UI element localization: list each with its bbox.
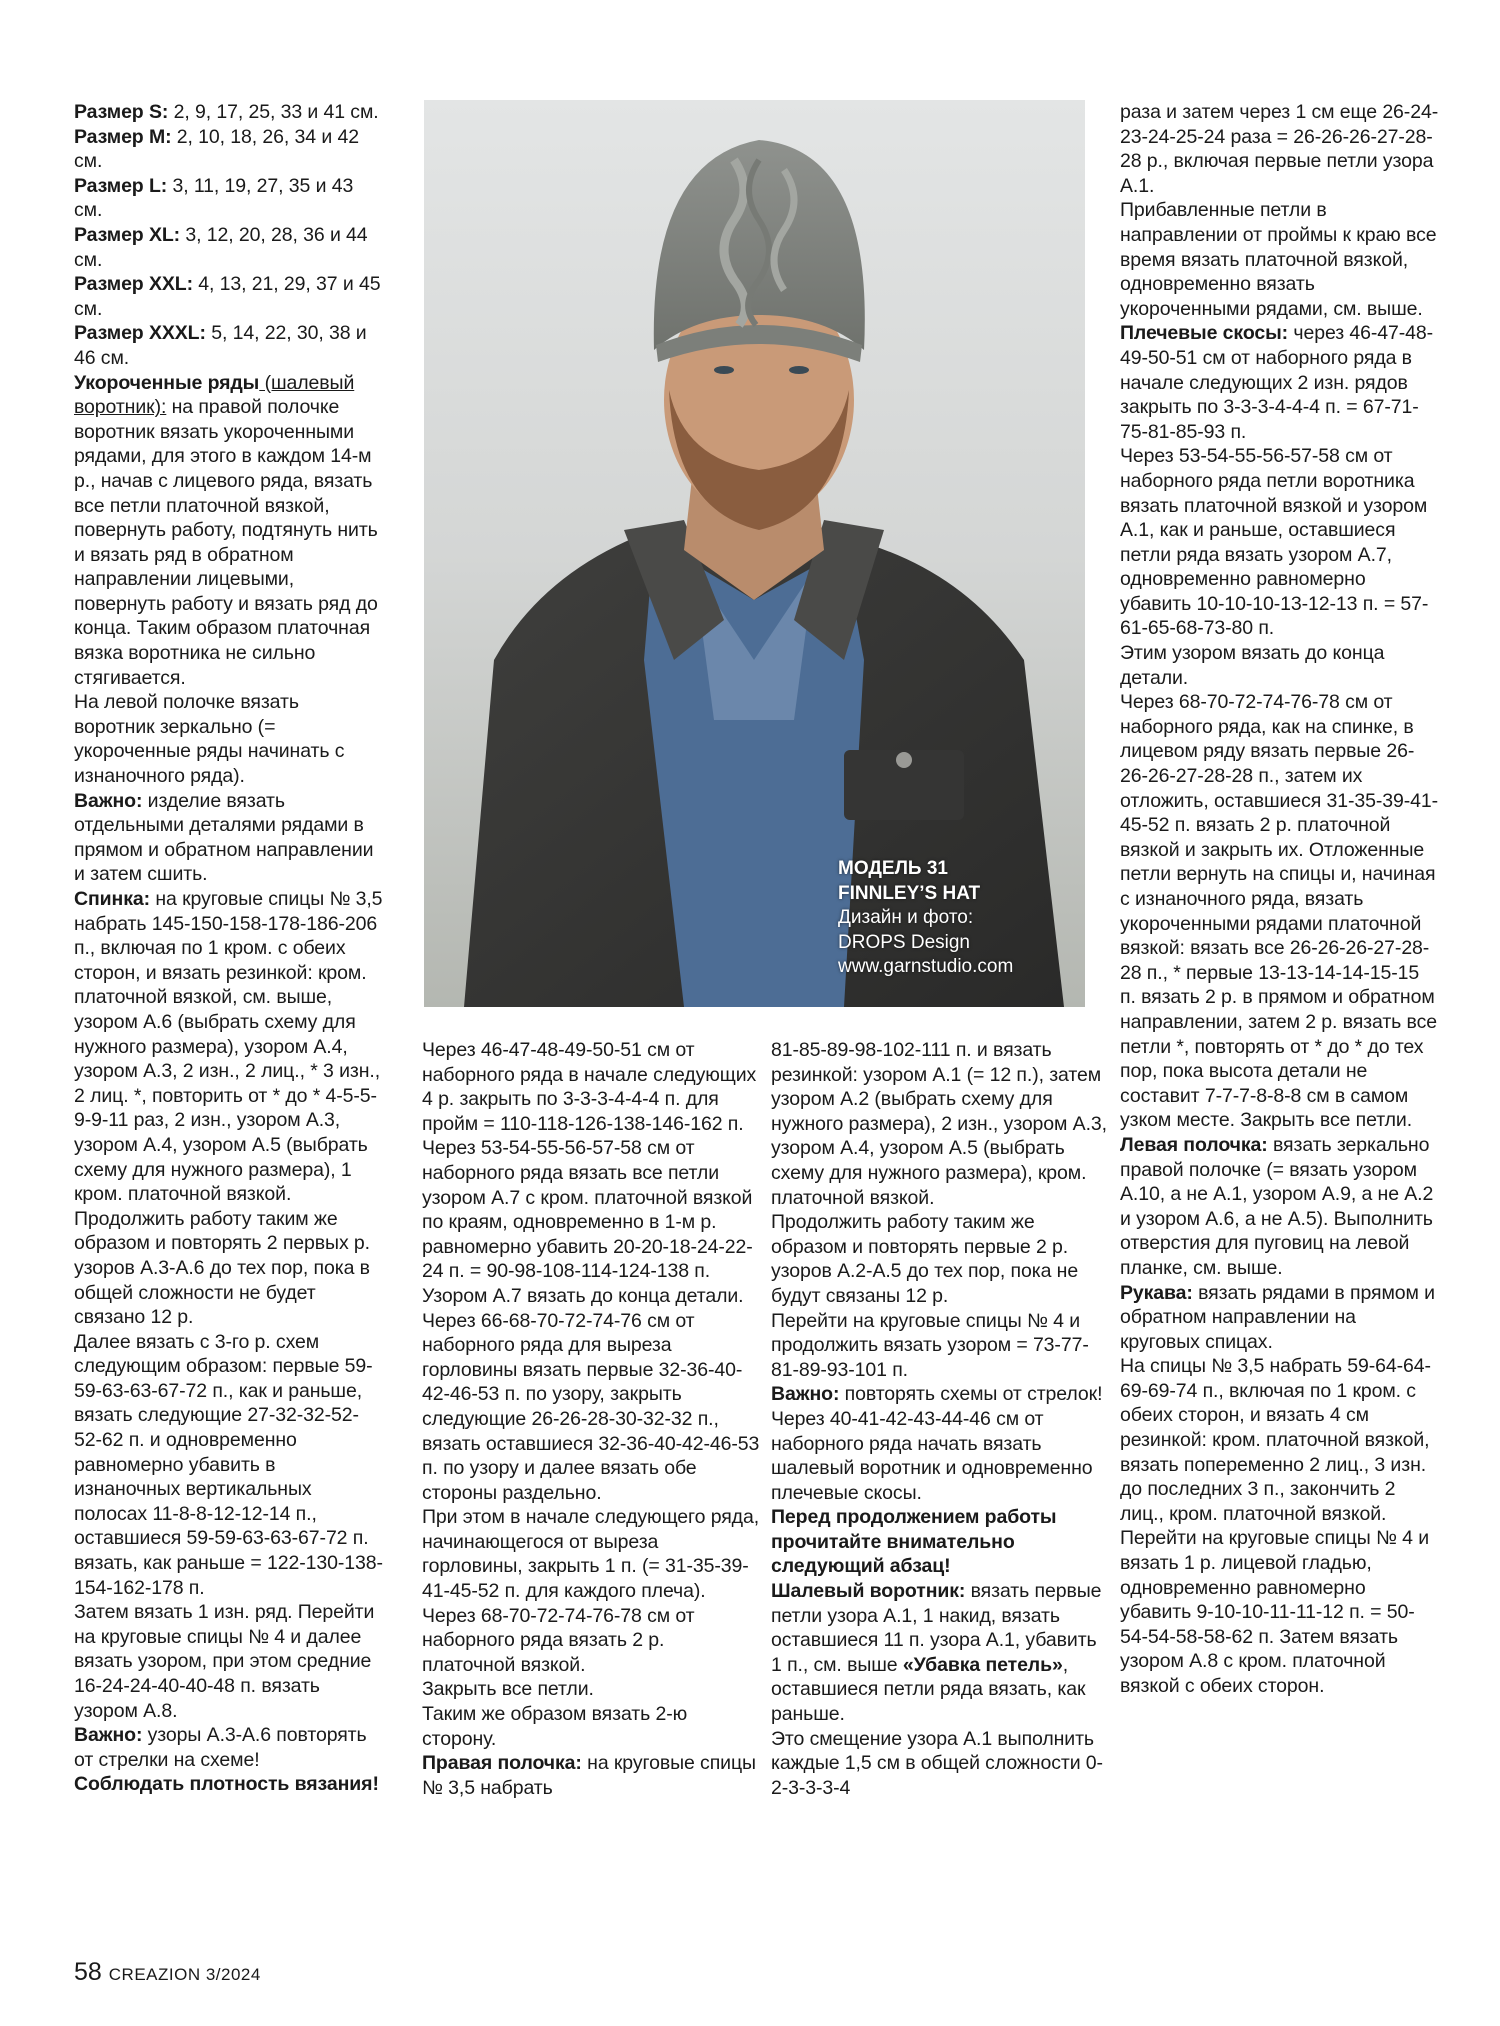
size-xxxl: Размер XXXL: 5, 14, 22, 30, 38 и 46 см. <box>74 322 367 369</box>
paragraph: раза и затем через 1 см еще 26-24-23-24-25-24 раза = 26-26-26-27-28-28 р., включая первые петли узора А.1. <box>1120 101 1439 197</box>
back-paragraph: Спинка: на круговые спицы № 3,5 набрать 145-150-158-178-186-206 п., включая по 1 кром. с обеих сторон, и вязать резинкой: кром. платочной вязкой, см. выше, узором А.6 (выбрать схему для нужного размера), узором А.4, узором А.3, 2 изн., 2 лиц., * 3 изн., 2 лиц. *, повторить от * до * 4-5-5-9-9-11 раз, 2 изн., узором А.3, узором А.4, узором А.5 (выбрать схему для нужного размера), 1 кром. платочной вязкой. <box>74 888 383 1206</box>
text-column-1 <box>74 100 384 1797</box>
design-credit: Дизайн и фото: <box>838 907 974 928</box>
shoulder-slopes-paragraph: Плечевые скосы: через 46-47-48-49-50-51 см от наборного ряда в начале следующих 2 изн. рядов закрыть по 3-3-3-4-4-4 п. = 67-71-75-81-85-93 п. <box>1120 322 1434 443</box>
size-m: Размер M: 2, 10, 18, 26, 34 и 42 см. <box>74 125 359 173</box>
paragraph: При этом в начале следующего ряда, начинающегося от выреза горловины, закрыть 1 п. (= 31-35-39-41-45-52 п. для каждого плеча). <box>422 1506 760 1603</box>
text-column-3 <box>771 1038 1111 1800</box>
shawl-collar-paragraph: Шалевый воротник: вязать первые петли узора А.1, 1 накид, вязать оставшиеся 11 п. узора А.1, убавить 1 п., см. выше «Убавка петель», оставшиеся петли ряда вязать, как раньше. <box>771 1580 1102 1726</box>
paragraph: Закрыть все петли. <box>422 1678 594 1701</box>
paragraph: Таким же образом вязать 2-ю сторону. <box>422 1703 688 1750</box>
paragraph: Через 68-70-72-74-76-78 см от наборного ряда, как на спинке, в лицевом ряду вязать первые 26-26-26-27-28-28 п., затем их отложить, оставшиеся 31-35-39-41-45-52 п. вязать 2 р. платочной вязкой и закрыть их. Отложенные петли вернуть на спицы и, начиная с изнаночного ряда, вязать укороченными рядами платочной вязкой: вязать все 26-26-26-27-28-28 п., * первые 13-13-14-14-15-15 п. вязать 2 р. в прямом и обратном направлении, затем 2 р. вязать все петли *, повторять от * до * до тех пор, пока высота детали не составит 7-7-7-8-8-8 см в самом узком месте. Закрыть все петли. <box>1120 691 1439 1132</box>
paragraph: Перейти на круговые спицы № 4 и продолжить вязать узором = 73-77-81-89-93-101 п. <box>771 1309 1089 1381</box>
brand-name: DROPS Design <box>838 931 970 953</box>
paragraph: 81-85-89-98-102-111 п. и вязать резинкой: узором А.1 (= 12 п.), затем узором А.2 (выбрать схему для нужного размера), 2 изн., узором А.3, узором А.4, узором А.5 (выбрать схему для нужного размера), кром. платочной вязкой. <box>771 1039 1107 1209</box>
paragraph: Через 68-70-72-74-76-78 см от наборного ряда вязать 2 р. платочной вязкой. <box>422 1604 695 1676</box>
paragraph: Продолжить работу таким же образом и повторять первые 2 р. узоров А.2-А.5 до тех пор, пока не будут связаны 12 р. <box>771 1211 1079 1307</box>
paragraph: Далее вязать с 3-го р. схем следующим образом: первые 59-59-63-63-67-72 п., как и раньше, вязать следующие 27-32-32-52-52-62 п. и одновременно равномерно убавить в изнаночных вертикальных полосах 11-8-8-12-12-14 п., оставшиеся 59-59-63-63-67-72 п. вязать, как раньше = 122-130-138-154-162-178 п. <box>74 1330 383 1599</box>
sleeves-paragraph: Рукава: вязать рядами в прямом и обратном направлении на круговых спицах. <box>1120 1281 1435 1353</box>
read-carefully-note: Перед продолжением работы прочитайте внимательно следующий абзац! <box>771 1506 1057 1578</box>
right-front-paragraph: Правая полочка: на круговые спицы № 3,5 набрать <box>422 1752 756 1799</box>
size-xl: Размер XL: 3, 12, 20, 28, 36 и 44 см. <box>74 223 368 271</box>
website: www.garnstudio.com <box>838 956 1014 977</box>
paragraph: Через 53-54-55-56-57-58 см от наборного ряда вязать все петли узором А.7 с кром. платочной вязкой по краям, одновременно в 1-м р. равномерно убавить 20-20-18-24-22-24 п. = 90-98-108-114-124-138 п. <box>422 1137 753 1283</box>
paragraph: Через 46-47-48-49-50-51 см от наборного ряда в начале следующих 4 р. закрыть по 3-3-3-4-4-4 п. для пройм = 110-118-126-138-146-162 п. <box>422 1039 757 1135</box>
important-note: Важно: изделие вязать отдельными деталями рядами в прямом и обратном направлении и затем сшить. <box>74 789 374 886</box>
paragraph: Через 40-41-42-43-44-46 см от наборного ряда начать вязать шалевый воротник и одновременно плечевые скосы. <box>771 1407 1093 1504</box>
model-number: МОДЕЛЬ 31 <box>838 858 948 879</box>
photo-caption <box>838 857 1013 980</box>
paragraph: Этим узором вязать до конца детали. <box>1120 642 1385 689</box>
size-xxl: Размер XXL: 4, 13, 21, 29, 37 и 45 см. <box>74 273 381 320</box>
size-s: Размер S: 2, 9, 17, 25, 33 и 41 см. <box>74 101 379 123</box>
model-name: FINNLEY’S HAT <box>838 882 981 904</box>
important-note: Важно: узоры А.3-А.6 повторять от стрелки на схеме! <box>74 1724 367 1771</box>
page-number: 58 <box>74 1958 102 1986</box>
paragraph: На спицы № 3,5 набрать 59-64-64-69-69-74 п., включая по 1 кром. с обеих сторон, и вязать 4 см резинкой: кром. платочной вязкой, вязать попеременно 2 лиц., 3 изн. до последних 3 п., закончить 2 лиц., кром. платочной вязкой. <box>1120 1355 1431 1525</box>
paragraph: Продолжить работу таким же образом и повторять 2 первых р. узоров А.3-А.6 до тех пор, пока в общей сложности не будет связано 12 р. <box>74 1207 370 1329</box>
short-rows-paragraph: Укороченные ряды (шалевый воротник): на правой полочке воротник вязать укороченными рядами, для этого в каждом 14-м р., начав с лицевого ряда, вязать все петли платочной вязкой, повернуть работу, подтянуть нить и вязать ряд в обратном направлении лицевыми, повернуть работу и вязать ряд до конца. Таким образом платочная вязка воротника не сильно стягивается. <box>74 371 378 689</box>
paragraph: Прибавленные петли в направлении от проймы к краю все время вязать платочной вязкой, одновременно вязать укороченными рядами, см. выше. <box>1120 199 1437 320</box>
paragraph: Через 53-54-55-56-57-58 см от наборного ряда петли воротника вязать платочной вязкой и узором А.1, как и раньше, оставшиеся петли ряда вязать узором А.7, одновременно равномерно убавить 10-10-10-13-12-13 п. = 57-61-65-68-73-80 п. <box>1120 445 1429 640</box>
paragraph: Затем вязать 1 изн. ряд. Перейти на круговые спицы № 4 и далее вязать узором, при этом средние 16-24-24-40-40-48 п. вязать узором А.8. <box>74 1601 375 1722</box>
text-column-2 <box>422 1038 762 1800</box>
paragraph: Через 66-68-70-72-74-76 см от наборного ряда для выреза горловины вязать первые 32-36-40-42-46-53 п. по узору, закрыть следующие 26-26-28-30-32-32 п., вязать оставшиеся 32-36-40-42-46-53 п. по узору и далее вязать обе стороны раздельно. <box>422 1309 760 1504</box>
paragraph: Перейти на круговые спицы № 4 и вязать 1 р. лицевой гладью, одновременно равномерно убавить 9-10-10-11-11-12 п. = 50-54-54-58-58-62 п. Затем вязать узором А.8 с кром. платочной вязкой с обеих сторон. <box>1120 1527 1429 1697</box>
page-footer <box>74 1958 261 1987</box>
model-photo <box>424 100 1085 1007</box>
magazine-issue: CREAZION 3/2024 <box>108 1965 261 1984</box>
size-l: Размер L: 3, 11, 19, 27, 35 и 43 см. <box>74 174 354 222</box>
left-front-paragraph: Левая полочка: вязать зеркально правой полочке (= вязать узором А.10, а не А.1, узором А.9, а не А.2 и узором А.6, а не А.5). Выполнить отверстия для пуговиц на левой планке, см. выше. <box>1120 1133 1434 1279</box>
paragraph: Это смещение узора А.1 выполнить каждые 1,5 см в общей сложности 0-2-3-3-3-4 <box>771 1727 1103 1799</box>
text-column-4 <box>1120 100 1440 1699</box>
left-front-collar-paragraph: На левой полочке вязать воротник зеркально (= укороченные ряды начинать с изнаночного ряда). <box>74 691 345 788</box>
paragraph: Узором А.7 вязать до конца детали. <box>422 1284 744 1307</box>
important-note: Важно: повторять схемы от стрелок! <box>771 1383 1103 1406</box>
gauge-warning: Соблюдать плотность вязания! <box>74 1773 379 1796</box>
